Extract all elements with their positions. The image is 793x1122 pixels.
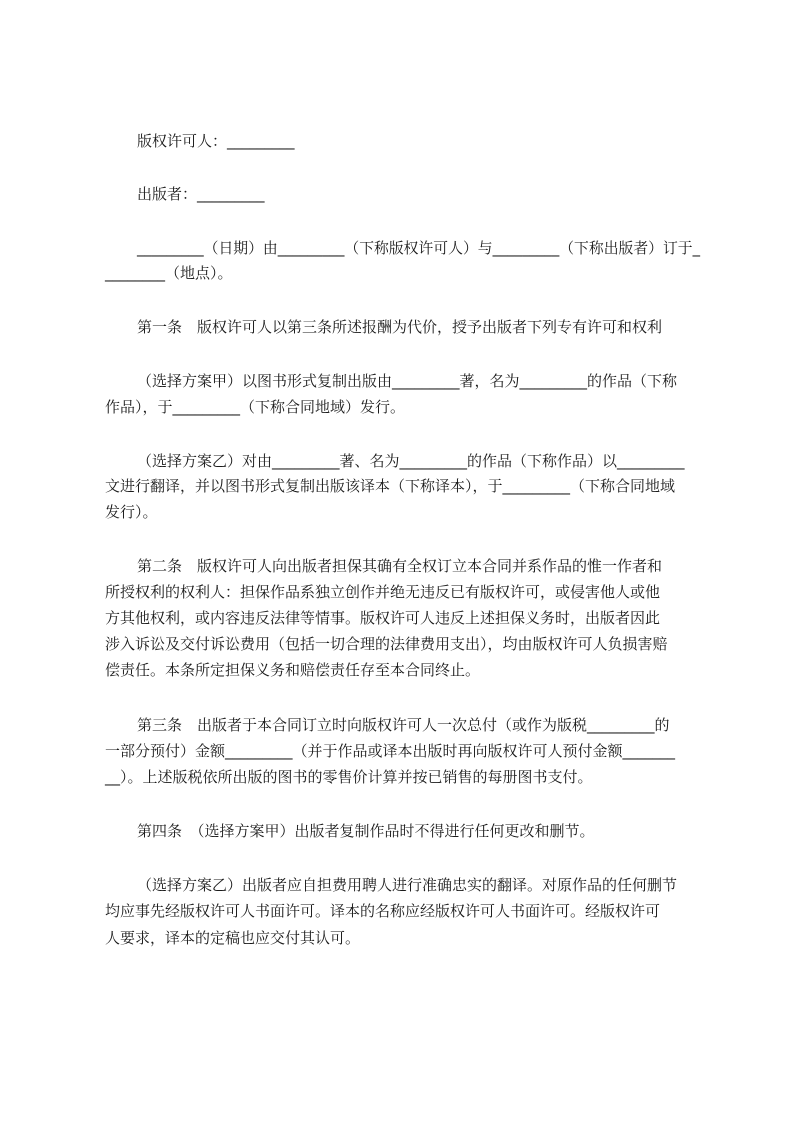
article-3-line-1: 第三条 出版者于本合同订立时向版权许可人一次总付（或作为版税_________的 — [137, 716, 670, 734]
article-2-line-1: 第二条 版权许可人向出版者担保其确有全权订立本合同并系作品的惟一作者和 — [137, 557, 663, 575]
licensor-line: 版权许可人：_________ — [137, 132, 295, 150]
article-4-option-b-line-2: 均应事先经版权许可人书面许可。译本的名称应经版权许可人书面许可。经版权许可 — [105, 902, 661, 920]
article-1-option-a-line-2: 作品），于_________（下称合同地域）发行。 — [105, 398, 406, 416]
article-2-line-4: 涉入诉讼及交付诉讼费用（包括一切合理的法律费用支出），均由版权许可人负损害赔 — [105, 635, 668, 653]
article-1-heading: 第一条 版权许可人以第三条所述报酬为代价，授予出版者下列专有许可和权利 — [137, 318, 663, 336]
preamble-line-2: ________（地点）。 — [105, 264, 233, 282]
article-1-option-b-line-2: 文进行翻译，并以图书形式复制出版该译本（下称译本），于_________（下称合同地域 — [105, 477, 676, 495]
article-3-line-3: __）。上述版税依所出版的图书的零售价计算并按已销售的每册图书支付。 — [105, 768, 593, 786]
article-1-option-b-line-3: 发行）。 — [105, 503, 158, 521]
article-3-line-2: 一部分预付）金额_________（并于作品或译本出版时再向版权许可人预付金额_______ — [105, 742, 676, 760]
preamble-line-1: _________（日期）由_________（下称版权许可人）与_________（下称出版者）订于_ — [137, 239, 701, 257]
article-1-option-a-line-1: （选择方案甲）以图书形式复制出版由_________著，名为_________的作品（下称 — [137, 372, 678, 390]
article-2-line-5: 偿责任。本条所定担保义务和赔偿责任存至本合同终止。 — [105, 661, 481, 679]
publisher-line: 出版者：_________ — [137, 185, 265, 203]
article-4-option-b-line-1: （选择方案乙）出版者应自担费用聘人进行准确忠实的翻译。对原作品的任何删节 — [137, 876, 678, 894]
article-2-line-2: 所授权利的权利人：担保作品系独立创作并绝无违反已有版权许可，或侵害他人或他 — [105, 583, 661, 601]
article-4-option-a: 第四条 （选择方案甲）出版者复制作品时不得进行任何更改和删节。 — [137, 822, 595, 840]
article-1-option-b-line-1: （选择方案乙）对由_________著、名为_________的作品（下称作品）以_________ — [137, 452, 685, 470]
article-2-line-3: 方其他权利，或内容违反法律等情事。版权许可人违反上述担保义务时，出版者因此 — [105, 609, 661, 627]
article-4-option-b-line-3: 人要求，译本的定稿也应交付其认可。 — [105, 929, 361, 947]
